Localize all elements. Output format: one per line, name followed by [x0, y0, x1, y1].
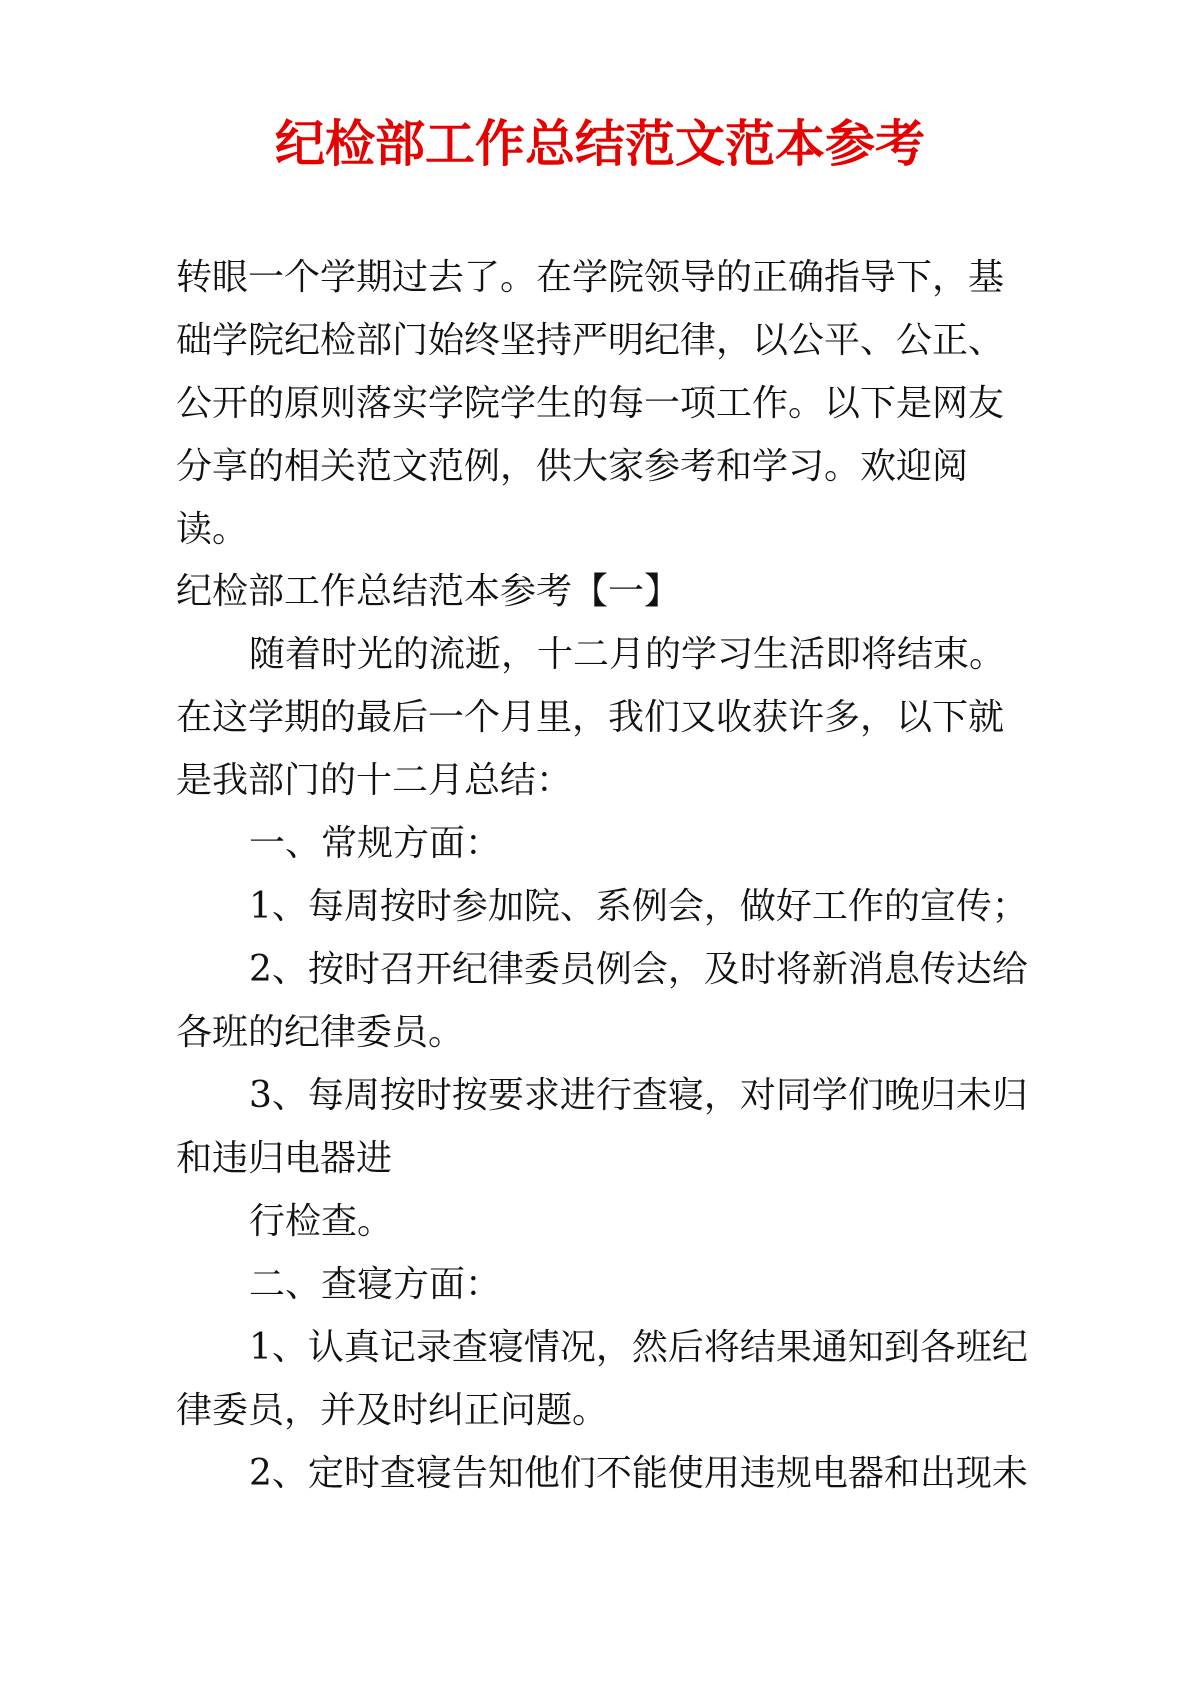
paragraph-9: 2、定时查寝告知他们不能使用违规电器和出现未: [249, 1453, 1028, 1494]
paragraph-2: 一、常规方面：: [249, 823, 502, 864]
paragraph-5: 3、每周按时按要求进行查寝，对同学们晚归未归和违归电器进: [176, 1075, 1028, 1179]
paragraph-4: 2、按时召开纪律委员例会，及时将新消息传达给各班的纪律委员。: [176, 949, 1028, 1053]
paragraph-6: 行检查。: [249, 1201, 394, 1242]
paragraph-1: 随着时光的流逝，十二月的学习生活即将结束。在这学期的最后一个月里，我们又收获许多，以下就是我部门的十二月总结：: [176, 634, 1006, 801]
paragraph-8: 1、认真记录查寝情况，然后将结果通知到各班纪律委员，并及时纠正问题。: [176, 1327, 1028, 1431]
paragraph-3: 1、每周按时参加院、系例会，做好工作的宣传；: [249, 886, 1028, 927]
section-heading: 纪检部工作总结范本参考【一】: [176, 571, 681, 612]
document-title: 纪检部工作总结范文范本参考: [275, 114, 925, 173]
paragraph-7: 二、查寝方面：: [249, 1264, 502, 1305]
section-one: [176, 560, 1036, 1505]
intro-paragraph: 转眼一个学期过去了。在学院领导的正确指导下，基础学院纪检部门始终坚持严明纪律，以公平、公正、公开的原则落实学院学生的每一项工作。以下是网友分享的相关范文范例，供大家参考和学习。欢迎阅读。: [176, 257, 1005, 550]
